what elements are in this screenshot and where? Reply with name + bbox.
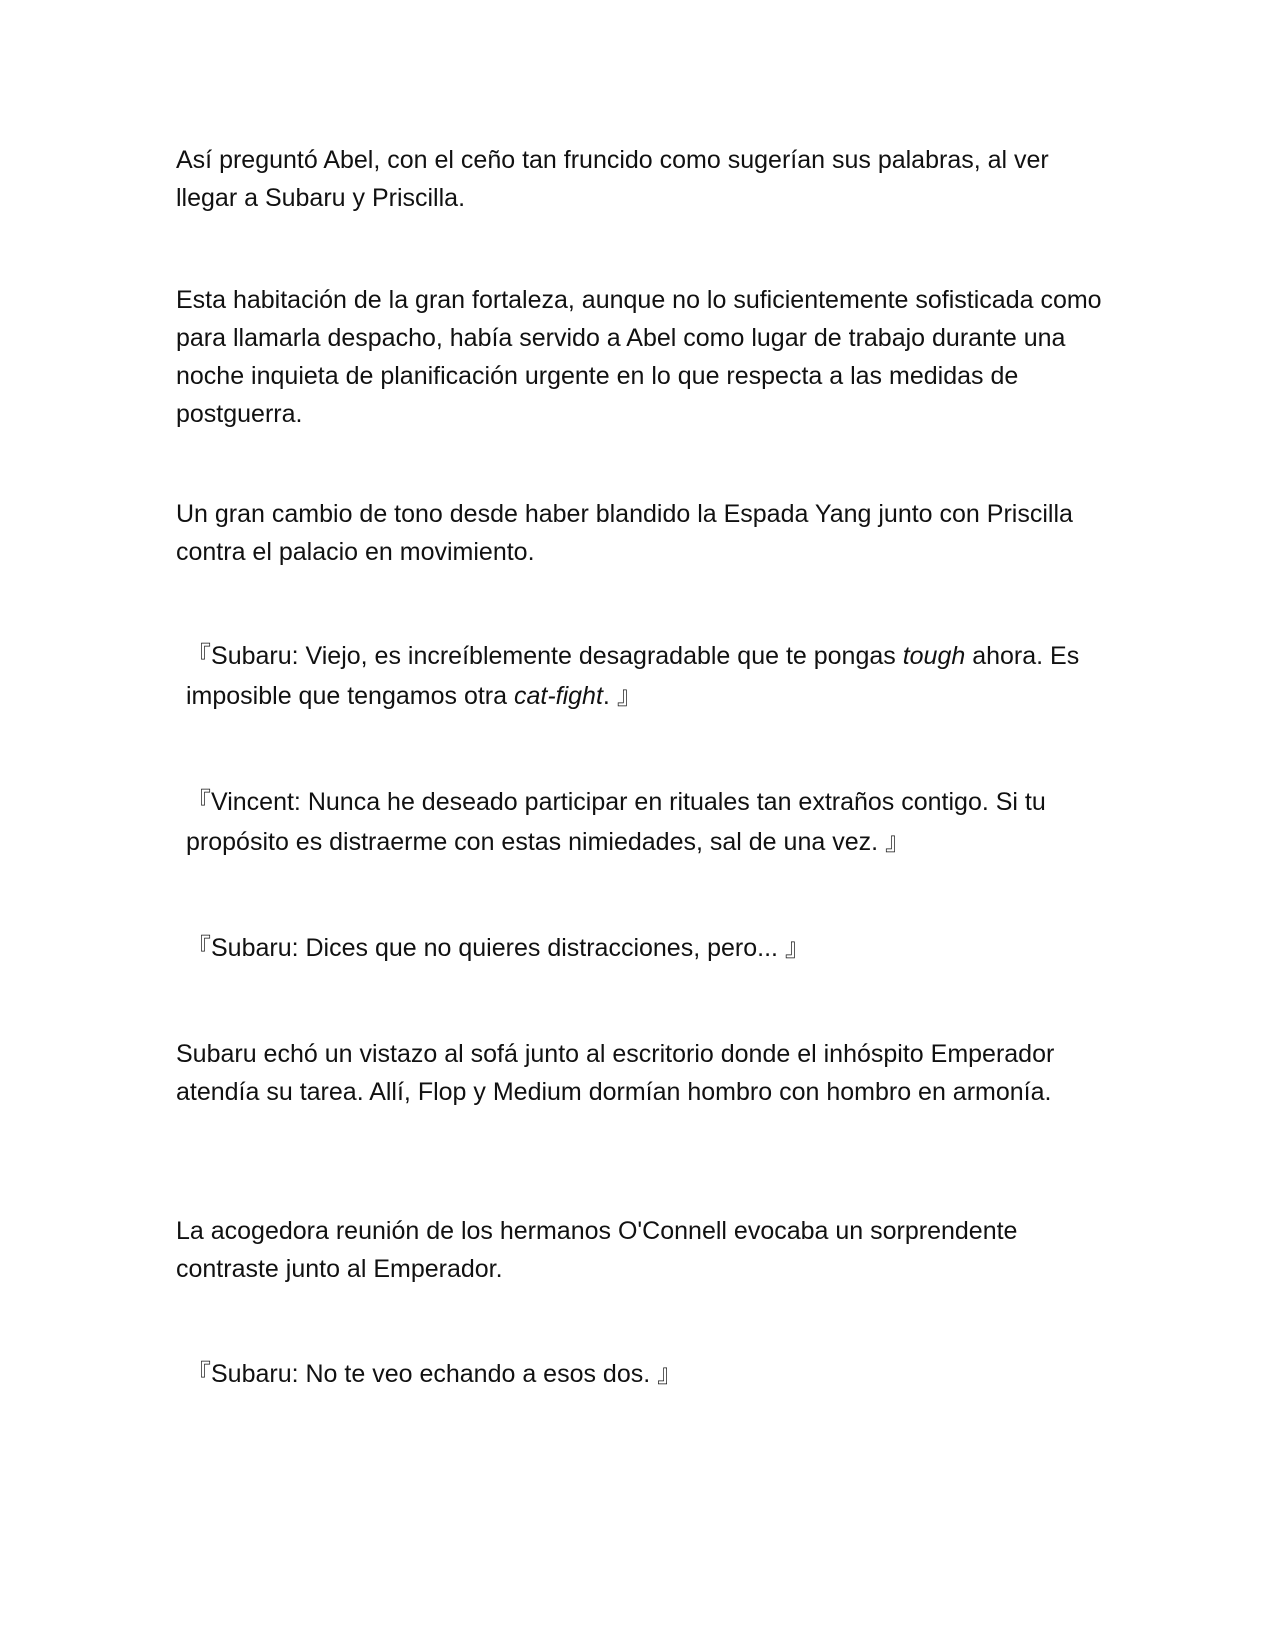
dialogue-italic-1: tough	[902, 642, 966, 670]
paragraph-oconnell: La acogedora reunión de los hermanos O'Connell evocaba un sorprendente contraste junto al Emperador.	[176, 1217, 1018, 1283]
paragraph-3: Un gran cambio de tono desde haber blandido la Espada Yang junto con Priscilla contra el palacio en movimiento.	[176, 500, 1073, 566]
dialogue-vincent: 『Vincent: Nunca he deseado participar en rituales tan extraños contigo. Si tu propósito es distraerme con estas nimiedades, sal de una vez. 』	[186, 788, 1046, 856]
dialogue-subaru-tough	[186, 636, 1106, 716]
close-quote: 』	[616, 682, 642, 710]
dialogue-text-part-3: .	[602, 682, 617, 710]
paragraph-2: Esta habitación de la gran fortaleza, aunque no lo suficientemente sofisticada como para llamarla despacho, había servido a Abel como lugar de trabajo durante una noche inquieta de planificación urgente en lo que respecta a las medidas de postguerra.	[176, 286, 1102, 428]
dialogue-subaru-distracciones: 『Subaru: Dices que no quieres distracciones, pero... 』	[186, 934, 810, 962]
paragraph-sofa: Subaru echó un vistazo al sofá junto al escritorio donde el inhóspito Emperador atendía su tarea. Allí, Flop y Medium dormían hombro con hombro en armonía.	[176, 1040, 1055, 1106]
open-quote: 『	[186, 642, 212, 670]
paragraph-1: Así preguntó Abel, con el ceño tan fruncido como sugerían sus palabras, al ver llegar a Subaru y Priscilla.	[176, 146, 1049, 212]
dialogue-text-part-2: ahora. Es imposible que tengamos otra	[186, 642, 1080, 710]
dialogue-italic-2: cat-fight	[513, 682, 603, 710]
dialogue-text-part-1: Subaru: Viejo, es increíblemente desagradable que te pongas	[211, 642, 903, 670]
dialogue-subaru-esos-dos: 『Subaru: No te veo echando a esos dos. 』	[186, 1360, 683, 1388]
